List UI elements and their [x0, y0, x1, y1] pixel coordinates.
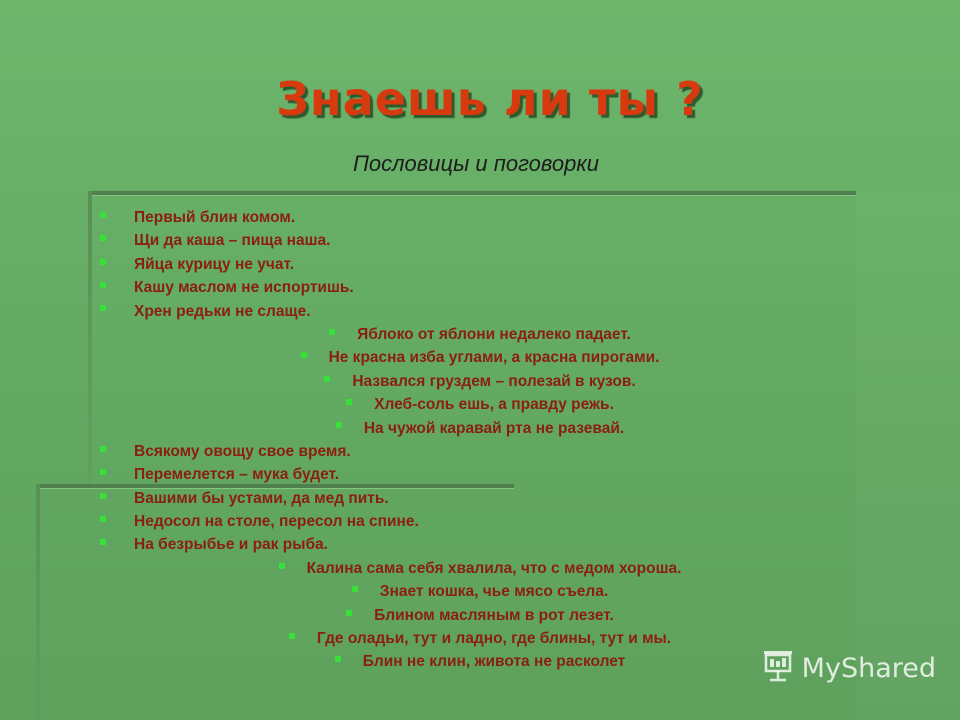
square-bullet-icon [100, 539, 106, 545]
list-item [0, 533, 960, 556]
square-bullet-icon [100, 305, 106, 311]
square-bullet-icon [100, 282, 106, 288]
list-item [0, 557, 960, 580]
list-item [0, 440, 960, 463]
list-item-text: Где оладьи, тут и ладно, где блины, тут и мы. [316, 630, 672, 648]
watermark-logo [760, 647, 936, 690]
list-item [0, 300, 960, 323]
square-bullet-icon [324, 376, 330, 382]
watermark-text: MyShared [801, 653, 936, 684]
list-item-text: Первый блин комом. [134, 209, 296, 226]
square-bullet-icon [279, 563, 285, 569]
decorative-line-top [88, 191, 856, 195]
square-bullet-icon [100, 493, 106, 499]
square-bullet-icon [329, 329, 335, 335]
slide-subtitle: Пословицы и поговорки [352, 151, 600, 176]
list-item [0, 393, 960, 416]
square-bullet-icon [100, 235, 106, 241]
list-item-text: Всякому овощу свое время. [134, 442, 351, 460]
square-bullet-icon [336, 422, 342, 428]
list-item [0, 323, 960, 346]
list-item-text: Недосол на столе, пересол на спине. [134, 513, 419, 531]
list-item [0, 206, 960, 229]
list-item-text: Перемелется – мука будет. [134, 466, 340, 484]
proverb-list [0, 206, 960, 674]
list-item-text: Не красна изба углами, а красна пирогами. [328, 349, 660, 367]
list-item-text: Блин не клин, живота не расколет [362, 653, 626, 671]
list-item [0, 463, 960, 486]
list-item [0, 346, 960, 369]
square-bullet-icon [100, 212, 106, 218]
square-bullet-icon [301, 352, 307, 358]
list-item-text: Кашу маслом не испортишь. [134, 279, 354, 297]
list-item-text: Назвался груздем – полезай в кузов. [352, 372, 636, 390]
list-item-text: Вашими бы устами, да мед пить. [134, 489, 389, 507]
list-item [0, 253, 960, 276]
list-item [0, 604, 960, 627]
list-item-text: Яблоко от яблони недалеко падает. [357, 325, 631, 343]
list-item-text: Блином масляным в рот лезет. [374, 606, 614, 624]
list-item-text: Щи да каша – пища наша. [134, 232, 331, 250]
square-bullet-icon [289, 633, 295, 639]
list-item-text: Хлеб-соль ешь, а правду режь. [374, 396, 614, 414]
list-item [0, 510, 960, 533]
list-item-text: На безрыбье и рак рыба. [134, 536, 328, 554]
slide-title: Знаешь ли ты ? [276, 72, 704, 126]
list-item-text: Калина сама себя хвалила, что с медом хороша. [306, 559, 682, 577]
list-item [0, 580, 960, 603]
list-item [0, 229, 960, 252]
list-item [0, 417, 960, 440]
list-item [0, 276, 960, 299]
square-bullet-icon [346, 610, 352, 616]
square-bullet-icon [100, 259, 106, 265]
list-item-text: Хрен редьки не слаще. [134, 302, 311, 320]
list-item [0, 487, 960, 510]
square-bullet-icon [352, 586, 358, 592]
square-bullet-icon [335, 656, 341, 662]
list-item [0, 370, 960, 393]
list-item-text: На чужой каравай рта не разевай. [363, 419, 625, 437]
square-bullet-icon [100, 516, 106, 522]
list-item-text: Яйца курицу не учат. [134, 255, 295, 273]
list-item-text: Знает кошка, чье мясо съела. [379, 583, 609, 601]
square-bullet-icon [346, 399, 352, 405]
square-bullet-icon [100, 446, 106, 452]
square-bullet-icon [100, 469, 106, 475]
presentation-board-icon [760, 647, 802, 690]
